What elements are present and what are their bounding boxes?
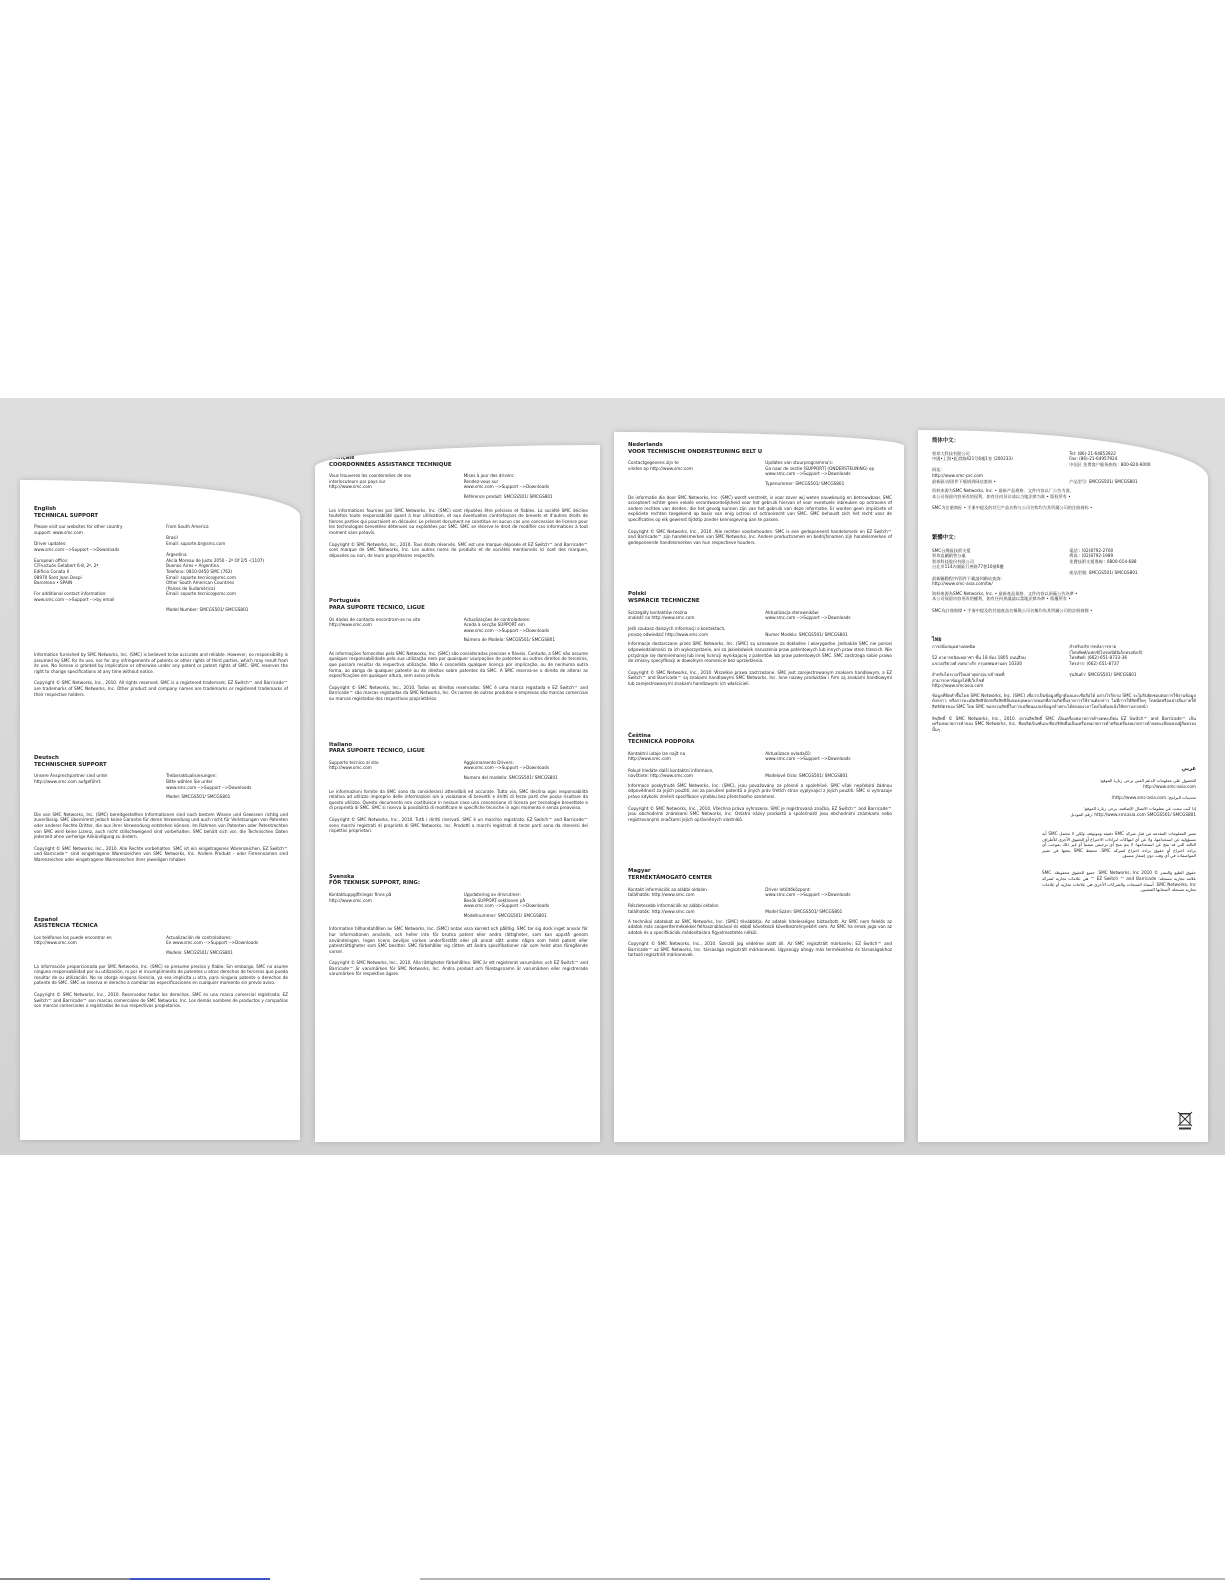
language-name: Português (329, 598, 361, 605)
section-title: VOOR TECHNISCHE ONDERSTEUNING BELT U (628, 448, 763, 455)
section-title: COORDONNÉES ASSISTANCE TECHNIQUE (329, 461, 452, 468)
contact-right: Updates van stuurprogramma's: Ga naar de sectie [SUPPORT] (ONDERSTEUNING) op www.smc.com -->Support -->Downloads (765, 460, 875, 477)
copyright: Copyright © SMC Networks, Inc., 2010. Reservados todos los derechos. SMC es una marca comercial registrada; EZ Switch™ and Barricade™ son marcas comerciales de SMC Networks, Inc. Los demás nombres de productos y compañías son marcas comerciales o registradas de sus respectivos propietarios. (34, 991, 288, 1009)
contact-left: Vous trouverez les coordonnées de nos interlocuteurs par pays sur http://www.smc.com (329, 473, 412, 490)
language-name: ไทย (932, 637, 942, 644)
contact-left: Please visit our websites for other country support: www.smc.com Driver updates: www.smc.com -->Support -->Downloads European office: C/Fructuós Gelabert 6-8, 2º, 2ª Edificio Conata II 08970 Sant Joan Despí Barcelona • SPAIN For additional contact information: www.smc.com -->Support -->by email (34, 524, 123, 602)
contact-left: Kontaktuppgiftningar finns på http://www.smc.com (329, 891, 392, 903)
copyright: Copyright © SMC Networks, Inc., 2010. Alle rechten voorbehouden. SMC is een gedeponeerd handelsmerk en EZ Switch™ and Barricade™ zijn handelsmerken van SMC Networks, Inc. Andere productnamen en bedrijfsnamen zijn handelsmerken of gedeponeerde handelsmerken van hun respectieve houders. (628, 528, 892, 545)
disclaimer: Le informazioni fornite da SMC sono da considerarsi attendibili ed accurate. Tutta via, SMC declina ogni responsabilità relativa ad utilizzo improprio delle informazioni o/e a violazione di brevetti e diritti di terze parti che possa risultare da questo utilizzo. Questo documento non costituisce in nessun caso una concessione di licenza per tecnologie brevettate e di proprietà di SMC. SMC si riserva la possibilità di modificare le specifiche tecniche in ogni momento e senza preavviso. (329, 788, 588, 811)
contact-right: Uppdatering av drivrutiner: Besök SUPPORT-sektionen på www.smc.com -->Support -->Downloads (463, 891, 550, 909)
contact-right: สำหรับบริการหลังการขาย (โทรศัพท์/แฟกซ์/ไปรษณีย์อิเล็กทรอนิกส์) โทรศัพท์: (662) 651-8733-36 โทรสาร: (662) 651-8737 รุ่นสินค้า: SMCGS501/ SMCGS801 (1069, 644, 1143, 678)
copyright: Copyright © SMC Networks, Inc., 2010. Tous droits réservés. SMC est une marque déposée et EZ Switch™ and Barricade™ sont marque de SMC Networks, Inc. Les autres noms de produits et de sociétés mentionnés ici sont des marques, déposées ou non, de leurs propriétaires respectifs. (329, 541, 588, 558)
section-title: WSPARCIE TECHNICZNE (628, 597, 700, 604)
contact-right: Treiberaktualisierungen: Bitte wählen Sie unter www.smc.com -->Support -->Downloads (166, 773, 252, 790)
copyright: ลิขสิทธิ์ © SMC Networks, Inc., 2010. สงวนลิขสิทธิ์ SMC เป็นเครื่องหมายการค้าจดทะเบียน EZ Switch™ and Barricade™ เป็นเครื่องหมายการค้าของ SMC Networks, Inc. ชื่อผลิตภัณฑ์และชื่อบริษัทอื่นเป็นเครื่องหมายการค้าหรือเครื่องหมายการค้าจดทะเบียนของผู้ถือครองนั้นๆ (932, 715, 1196, 732)
section-espanol (34, 917, 288, 1009)
contact-left: Os dados de contacto encontram-se no site http://www.smc.com (329, 616, 421, 628)
copyright: Copyright © SMC Networks, Inc., 2010. All rights reserved. SMC is a registered trademark; EZ Switch™ and Barricade™ are trademarks of SMC Networks, Inc. Other product and company names are trademarks or registered trademarks of their respective holders. (34, 680, 288, 697)
disclaimer: As informações fornecidas pela SMC Networks, Inc. (SMC) são consideradas precisas e fiáveis. Contudo, a SMC não assume qualquer responsabilidade pela sua utilização nem por quaisquer usurpações de patentes ou outros direitos de terceiros, que possam resultar da respectiva utilização. Não é concedida qualquer licença por implicação, ou de nenhuma outra forma, ao abrigo de qualquer patente ou de direitos sobre patentes da SMC. A SMC reserva-se o direito de alterar as especificações em qualquer altura, sem aviso prévio. (329, 650, 589, 679)
contact-right: Aktualizacja sterowników: www.smc.com -->Support -->Downloads Numer Modelu: SMCGS501/ SMCGS801 (765, 609, 851, 637)
section-polski (628, 591, 892, 686)
section-title: PARA SUPORTE TÉCNICO, LIGUE (329, 604, 425, 611)
model-number: Model Number: SMCGS501/ SMCGS801 (166, 606, 249, 612)
disclaimer: ข้อมูลที่จัดทำขึ้นโดย SMC Networks, Inc. (SMC) เชื่อว่าเป็นข้อมูลที่ถูกต้องและเชื่อถือได้ อย่างไรก็ตาม SMC จะไม่รับผิดชอบต่อการใช้งานข้อมูลดังกล่าว หรือการละเมิดสิทธิบัตรหรือสิทธิอื่นของบุคคลภายนอกที่อาจเกิดขึ้นจากการใช้งานดังกล่าว ไม่มีการให้สิทธิ์ใดๆ โดยนัยหรืออย่างอื่นภายใต้สิทธิบัตรของ SMC โดย SMC ขอสงวนสิทธิ์ในการเปลี่ยนแปลงข้อมูลจำเพาะได้ตลอดเวลาโดยไม่ต้องแจ้งให้ทราบล่วงหน้า (932, 692, 1196, 709)
disclaimer: تعتبر المعلومات المقدمة من قبل شركة SMC دقيقة وموثوقة، ولكن لا تتحمل SMC أية مسؤولية عن استخدامها، ولا عن أي انتهاكات لبراءات الاختراع أو الحقوق الأخرى للأطراف الثالثة التي قد تنتج عن استخدامها. لا يتم منح أي ترخيص ضمنياً أو غير ذلك بموجب أي براءة اختراع أو حقوق براءة اختراع لشركة SMC. تحتفظ SMC بحقها في تغيير المواصفات في أي وقت دون إشعار مسبق. (1042, 830, 1197, 859)
disclaimer: Die von SMC Networks, Inc. (SMC) bereitgestellten Informationen sind nach bestem Wissen und Gewissen richtig und zuverlässig. SMC übernimmt jedoch keine Garantie für deren Verwendung und auch nicht für Verletzungen von Patenten oder anderer Rechte Dritter, die aus ihrer Verwendung entstehen können. Im Rahmen von Patenten oder Patentrechten von SMC wird keine Lizenz, auch nicht stillschweigend sind vorbehalten. SMC behält sich vor, die Technischen Daten jederzeit ohne vorherige Ankündigung zu ändern. (34, 811, 288, 840)
copyright: Copyright © SMC Networks, Inc., 2010. Todos os direitos reservados. SMC é uma marca registada e EZ Switch™ and Barricade™ são marcas registadas da SMC Networks, Inc. Os nomes de outros produtos e empresas são marcas comerciais ou marcas registadas dos respectivos proprietários. (329, 684, 589, 702)
panel-english-deutsch-espanol (20, 480, 300, 1140)
model-number: Modelo: SMCGS501/ SMCGS801 (166, 949, 233, 955)
section-title: TECHNICAL SUPPORT (34, 512, 99, 519)
contact-left: Szczegóły kontaktów można znaleźć na http://www.smc.com Jeśli szukasz dalszych informacji o kontaktach, proszę odwiedzić http://www.smc.com (628, 609, 726, 637)
language-name: English (34, 506, 57, 512)
contact-left: การสนับสนุนทางเทคนิค 52 อาคารธนิยะพลาซ่า ชั้น 18 ห้อง 1805 ถนนสีลม แขวงสุริยวงศ์ เขตบางรัก กรุงเทพมหานคร 10330 สำหรับไดรเวอร์ใหม่ล่าสุดกรุณาเข้าชมที่: สามารถหาข้อมูลได้ที่เว็บไซต์ http://www.smcasia.com (932, 644, 1026, 689)
section-title: ASISTENCIA TÉCNICA (34, 923, 98, 930)
disclaimer: Information furnished by SMC Networks, Inc. (SMC) is believed to be accurate and reliable. However, no responsibility is assumed by SMC for its use, nor for any infringements of patents or other rights of third parties, which may result from its use. No license is granted by implication or otherwise under any patent or patent rights of SMC. SMC reserves the right to change specifications at any time without notice. (34, 652, 288, 674)
disclaimer: 資料來源為SMC Networks, Inc. • 最新產品規格、文件內容以原廠公告為準 • 本公司保留內容更改的權利，如有任何異議請以當地法律為準 • 版權所有 • (932, 590, 1078, 602)
language-name: 繁體中文： (932, 534, 959, 541)
trademark-note: SMC為註冊商標 • 手冊中提及的其他產品名稱與公司名稱均為其所屬公司的註冊商標 • (932, 607, 1093, 613)
copyright: Copyright © SMC Networks, Inc., 2010. Alla rättigheter förbehållna. SMC är ett registrerat varumärke; och EZ Switch™ and Barricade™ är varumärken för SMC Networks, Inc. Andra produkt och företagsnamn är varumärken eller registrerade varumärken för respektive ägare. (329, 960, 588, 977)
contact-left: Supporto tecnico al sito http://www.smc.com (329, 759, 379, 771)
footer-rule-right (420, 1578, 1225, 1580)
copyright: Copyright © SMC Networks, Inc., 2010. Všechna práva vyhrazena. SMC je registrovaná značka, EZ Switch™ and Barricade™ jsou obchodními známkami SMC Networks, Inc. Ostatní názvy produktů a společností jsou obchodními známkami nebo registrovanými značkami jejich oprávněných vlastníků. (628, 805, 892, 822)
section-english (34, 506, 288, 697)
language-name: Italiano (329, 741, 353, 748)
copyright: Copyright © SMC Networks, Inc., 2010. Tutti i diritti riservati. SMC è un marchio registrato. EZ Switch™ and Barricade™ sono marchi registrati di proprietà di SMC Networks, Inc. Prodotti o marchi registrati di terze parti sono da ritenersi dei rispettivi proprietari. (329, 816, 588, 834)
disclaimer: Informace poskytnuté SMC Networks, Inc. (SMC), jsou považovány za přesné a spolehlivé. SMC však nepřebírá žádnou odpovědnost za jejich použití, ani za porušení patentů a jiných práv třetích stran vyplývající z jejich použití. SMC si vyhrazuje právo kdykoliv změnit specifikace výrobku bez předchozího oznámení. (628, 782, 892, 799)
language-name: Magyar (628, 868, 651, 875)
panel-nederlands-polski-cestina-magyar (614, 432, 904, 1142)
section-deutsch (34, 755, 288, 862)
section-title: TECHNISCHER SUPPORT (34, 761, 107, 768)
model-number: Typenummer: SMCGS501/ SMCGS801 (765, 480, 845, 486)
language-name: Français (329, 455, 355, 461)
language-name: عربي (1181, 765, 1196, 772)
contact-info: للحصول على معلومات الدعم الفني يرجى زيارة الموقع: http://www.smc-asia.com تحديثات البرامج: http://www.smc-asia.com/ إذا كنت تبحث عن معلومات الاتصال الإضافية، يرجى زيارة الموقع: http://www.smcasia.com SMCGS501/ SMCGS801 :رقم الموديل (1070, 778, 1196, 817)
section-traditional-chinese (932, 535, 1196, 614)
disclaimer: Les informations fournies par SMC Networks, Inc. (SMC) sont réputées être précises et fiables. La société SMC décline toutefois toute responsabilité quant à leur utilisation, et aux éventuelles contrefaçons de brevets et d'autres droits de tierces parties qui pourraient en découler. Le présent document ne constitue en aucun cas une concession de licence pour les technologies brevetées détenues ou exploitées par SMC. SMC se réserve le droit de modifier ces informations à tout moment sans préavis. (329, 507, 588, 535)
section-cestina (628, 733, 892, 823)
contact-right: From South America Brasil Email: suporte.br@smc.com Argentina Alicia Moreau de Justo 2050 - 2º Of 2/5 -(1107) Buenos Aires • Argentina Telefono: 0810-0450 SMC (762) Email: soporte.tecnico@smc.com Other South American Countries (Países de Sudamérica) Email: soporte.tecnico@smc.com (166, 524, 265, 597)
contact-right: Driver letöltőközpont: www.smc.com -->Support -->Downloads Model Szám: SMCGS501/ SMCGS801 (765, 886, 851, 914)
contact-right: Actualizações de controladores: Aceda à secção SUPPORT em www.smc.com -->Support -->Downloads (463, 616, 550, 633)
contact-right: Aktualizace ovladačů: www.smc.com -->Support -->Downloads Modelové číslo: SMCGS501/ SMCGS801 (765, 750, 851, 779)
language-name: 简体中文： (932, 438, 959, 444)
weee-bin-icon (1176, 1110, 1194, 1130)
contact-right: 電話 : (02)8792-2700 傳真 : (02)8792-1989 免費技術支援專線 : 0800-014-688 產品型號: SMCGS501/ SMCGS801 (1069, 547, 1138, 575)
contact-left: Kontakt információk az alábbi oldalon találhatók: http://www.smc.com Részletesebb információk az alábbi oldalon találhatók: http://www.smc.com (628, 886, 719, 914)
language-name: Polski (628, 591, 647, 598)
section-arabic (932, 760, 1196, 904)
contact-left: Los teléfonos los puede encontrar en http://www.smc.com (34, 934, 112, 946)
disclaimer: Informacje dostarczane przez SMC Networks, Inc. (SMC) są uznawane za dokładne i wiarygodne. Jednakże SMC nie ponosi odpowiedzialności za ich wykorzystanie, ani za jakiekolwiek naruszenia praw patentowych lub innych praw stron trzecich. Nie przyznaje się domniemanej lub innej licencji wynikającej z patentów lub praw patentowych SMC. SMC zastrzega sobie prawo do zmiany specyfikacji w dowolnym momencie bez uprzedzenia. (628, 641, 892, 664)
section-italiano (329, 742, 588, 834)
model-number: Référence produit: SMCGS501/ SMCGS801 (463, 493, 553, 499)
model-number: Modellnummer: SMCGS501/ SMCGS801 (463, 912, 547, 918)
disclaimer: La información proporcionada por SMC Networks, Inc. (SMC) se presume precisa y fiable. Sin embargo, SMC no asume ninguna responsabilidad por su utilización, ni por el incumplimiento de patentes u otros derechos de terceros que pueda resultar de su utilización. No se otorga ninguna licencia, ya sea implícita u otra, para ninguna patente o derechos de patente de SMC. SMC se reserva el derecho a cambiar las especificaciones en cualquier momento sin previo aviso. (34, 963, 288, 986)
copyright: Copyright © SMC Networks, Inc., 2010. Wszelkie prawa zastrzeżone. SMC jest zarejestrowanym znakiem handlowym, a EZ Switch™ and Barricade™ są znakami handlowymi SMC Networks, Inc. Inne nazwy produktów i firm są znakami handlowymi lub zarejestrowanymi znakami handlowymi ich właścicieli. (628, 669, 892, 687)
section-francais (329, 455, 588, 558)
panel-asia-languages (918, 430, 1208, 1142)
section-portugues (329, 598, 588, 701)
section-title: TECHNICKÁ PODPORA (628, 739, 695, 746)
footer-link-rule (130, 1578, 270, 1580)
model-number: Numero del modello: SMCGS501/ SMCGS801 (463, 775, 558, 780)
section-thai (932, 637, 1196, 732)
language-name: Deutsch (34, 755, 59, 762)
section-magyar (628, 868, 892, 958)
language-name: Español (34, 916, 58, 923)
language-name: Nederlands (628, 442, 663, 448)
model-number: Model: SMCGS501/ SMCGS801 (166, 794, 231, 800)
trademark-note: SMC为注册商标 • 手册中提及的其它产品名称与公司名称均为其所属公司的注册商标 • (932, 505, 1093, 511)
section-svenska (329, 874, 588, 977)
panel-francais-portugues-italiano-svenska (315, 445, 600, 1142)
section-title: FÖR TEKNISK SUPPORT, RING: (329, 880, 421, 887)
contact-right: Actualización de controladores: En www.smc.com -->Support -->Downloads (166, 934, 259, 946)
disclaimer: Information tillhandahållen av SMC Networks, Inc. (SMC) antas vara korrekt och pålitlig. SMC tar sig dock inget ansvar för hur informationen används, och heller inte för brutna patent eller andra rättigheter, som kan uppstå genom användningen. Ingen licens beviljas varken underförstått eller på annat sätt under några som helst patent eller patenträttigheter som SMC besitter. SMC förbehåller sig rätten att ändra specifikationer när som helst utan föregående varsel. (329, 926, 588, 954)
contact-left: Kontaktní údaje lze najít na http://www.smc.com Pokud hledáte další kontaktní informace, navštivte: http://www.smc.com (628, 750, 714, 779)
contact-left: Contactgegevens zijn te vinden op http://www.smc.com (628, 460, 693, 471)
contact-left: SMC台灣區技術支援 智邦直屬銷售分處 智邦科技股份有限公司 台北市114內湖區行善路77巷16號6樓 最新驅動程序/固件下載請到網站查詢: http://www.smc-asia.com/tw/ (932, 547, 1004, 587)
section-title: PARA SUPORTE TÉCNICO, LIGUE (329, 748, 425, 755)
disclaimer: 资料来源为SMC Networks, Inc. • 最新产品规格、文件内容以厂公告为准。 本公司保留内容更改的权利，如有任何异议请以当地法律为准 • 版权所有 • (932, 488, 1074, 499)
copyright: Copyright © SMC Networks, Inc., 2010. Szerzői jog védelme alatt áll. Az SMC regisztrált márkanév; EZ Switch™ and Barricade™ az SMC Networks, Inc. társasága regisztrált márkanevek. Ugyanúgy ahogy más termékekhez és társaságokhoz tartozó regisztrált márkanevek. (628, 941, 892, 958)
contact-left: Unsere Ansprechpartner sind unter http://www.smc.com aufgeführt. (34, 773, 108, 785)
disclaimer: A technikai adatokat az SMC Networks, Inc. (SMC) tévábbítja. Az adatok hitelességes biztosított. Az SMC nem felelős az adatok más cooperltermékekkel felhasználásával és ebből következő következményekért sem. Az SMC ha emok joga van az adatok és a specifikációk módosítására figyelmeztetés nélkül. (628, 918, 892, 935)
model-number: Número de Modelo: SMCGS501/ SMCGS801 (463, 637, 556, 643)
section-title: TERMÉKTÁMOGATÓ CENTER (628, 874, 713, 881)
contact-right: Aggiornamento Drivers: www.smc.com -->Support -->Downloads (463, 759, 550, 771)
section-nederlands (628, 442, 892, 545)
contact-left: 智邦大科技有限公司 中國•上海•虹渭路421号6楼1室 (200233) 网址: http://www.smc-prc.com 最新驱动/固件下载请到网站查询 • (932, 450, 1013, 484)
language-name: Svenska (329, 873, 355, 880)
disclaimer: De informatie die door SMC Networks, Inc. (SMC) wordt verstrekt, is voor zover wij weten nauwkeurig en betrouwbaar. SMC accepteert echter geen enkele verantwoordelijkheid voor het gebruik hiervan of voor eventuele inbreuken op octrooien of andere rechten van derden, die het gevolg kunnen zijn van het gebruik van deze informatie. Er worden geen impliciete of expliciete rechten toegekend op basis van enig octrooi of octrooirecht van SMC. SMC behoudt zich het recht voor de specificaties op elk gewenst tijdstip zonder kennisgeving aan te passen. (628, 494, 892, 522)
language-name: Čeština (628, 732, 651, 739)
footer-rule (0, 1578, 130, 1580)
contact-right: Tel: (86)-21-64853922 Fax: (86)-21-64957924 中国区 免费客户服务热线 : 800-820-6000 产品型号: SMCGS501/ SMCGS801 (1069, 450, 1151, 484)
contact-right: Mises à jour des drivers: Rendez-vous sur www.smc.com -->Support -->Downloads (463, 473, 550, 490)
copyright: حقوق الطبع والنشر © 2010 SMC Networks, Inc. جميع الحقوق محفوظة. SMC علامة تجارية مسجلة؛ EZ Switch ™ and Barricade ™ هي علامات تجارية لشركة SMC Networks, Inc. أسماء المنتجات والشركات الأخرى هي علامات تجارية أو علامات تجارية مسجلة لأصحابها المعنيين. (1042, 870, 1197, 893)
copyright: Copyright © SMC Networks, Inc., 2010. Alle Rechte vorbehalten. SMC ist ein eingetragenes Warenzeichen, EZ Switch™ und Barricade™ sind eingetragene Warenzeichen von SMC Networks, Inc. Andere Produkt - oder Firmennamen sind Warenzeichen oder eingetragene Warenzeichen ihrer jeweiligen Inhaber. (34, 845, 288, 862)
